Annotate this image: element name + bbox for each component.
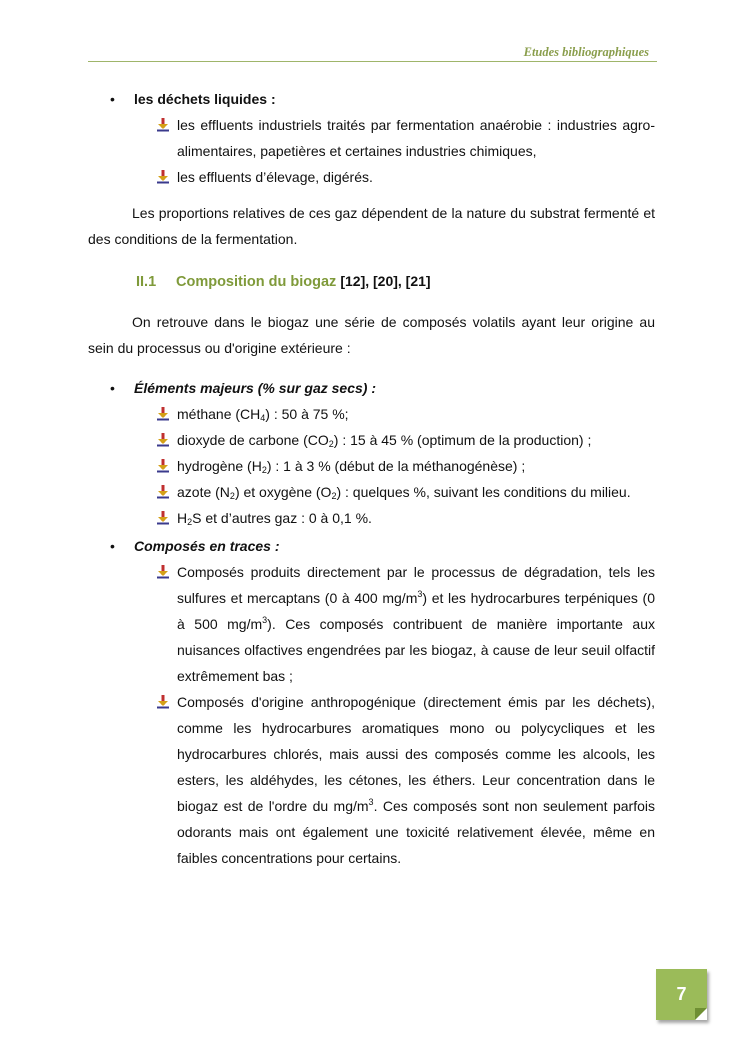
arrow-bullet-icon [156,695,170,709]
list-item-anthropogenic-compounds [88,689,655,871]
subscript: 2 [229,491,235,501]
section-title: Composition du biogaz [176,274,337,290]
text-part: ) et oxygène (O [234,484,332,500]
text-part: ) et les hydrocarbures terpéniques (0 à 500 mg/m [177,590,655,632]
paragraph: Les proportions relatives de ces gaz dépendent de la nature du substrat fermenté et des conditions de la fermentation. [88,205,655,247]
page-number-badge [656,969,707,1020]
subscript: 2 [331,491,337,501]
arrow-bullet-icon [156,565,170,579]
superscript: 3 [262,615,268,625]
list-item-h2 [88,453,655,479]
major-elements-label: Éléments majeurs (% sur gaz secs) : [134,380,376,396]
liquid-waste-list [88,112,655,190]
arrow-bullet-icon [156,485,170,499]
text-part: Composés d'origine anthropogénique (directement émis par les déchets), comme les hydrocarbures aromatiques mono ou polycycliques et les hydrocarbures chlorés, mais aussi des composés comme les alcools, les esters, les aldéhydes, les cétones, les éthers. Leur concentration dans le biogaz est de l'ordre du mg/m [177,694,655,814]
major-elements-list [88,401,655,531]
superscript: 3 [417,589,423,599]
text-part: Composés produits directement par le processus de dégradation, tels les sulfures et mercaptans (0 à 400 mg/m [177,564,655,606]
trace-compounds-label: Composés en traces : [134,538,280,554]
text-part: ) : 15 à 45 % (optimum de la production) ; [333,432,592,448]
arrow-bullet-icon [156,170,170,184]
bullet-dot-icon: • [110,91,115,107]
arrow-bullet-icon [156,407,170,421]
text-part: dioxyde de carbone (CO [177,432,329,448]
list-item [88,164,655,190]
header-title: Etudes bibliographiques [523,45,649,59]
trace-compounds-list [88,559,655,871]
page-header [88,42,657,62]
page-number: 7 [676,984,687,1004]
spacer [88,361,655,373]
section-number: II.1 [136,274,157,290]
bullet-trace-compounds [88,533,655,559]
text-part: ) : quelques %, suivant les conditions du milieu. [336,484,631,500]
list-item-n2-o2 [88,479,655,505]
arrow-bullet-icon [156,433,170,447]
subscript: 4 [260,413,266,423]
list-item [88,112,655,164]
text-part: azote (N [177,484,230,500]
superscript: 3 [368,797,374,807]
list-item-text: les effluents d’élevage, digérés. [177,169,373,185]
bullet-dot-icon: • [110,538,115,554]
section-heading [136,268,655,295]
spacer [88,190,655,200]
bullet-liquid-waste [88,86,655,112]
document-body [88,84,655,871]
arrow-bullet-icon [156,118,170,132]
list-item-text: les effluents industriels traités par fermentation anaérobie : industries agro-alimentaires, papetières et certaines industries chimiques, [177,117,655,159]
subscript: 2 [328,439,334,449]
text-part: méthane (CH [177,406,261,422]
list-item-co2 [88,427,655,453]
bullet-dot-icon: • [110,380,115,396]
text-part: hydrogène (H [177,458,262,474]
liquid-waste-label: les déchets liquides : [134,91,276,107]
text-part: . Ces composés sont non seulement parfois odorants mais ont également une toxicité relativement élevée, même en faibles concentrations pour certains. [177,798,655,866]
list-item-h2s [88,505,655,531]
text-part: ) : 1 à 3 % (début de la méthanogénèse) ; [266,458,526,474]
subscript: 2 [261,465,267,475]
text-part: ). Ces composés contribuent de manière importante aux nuisances olfactives engendrées par les biogaz, à cause de leur seuil olfactif extrêmement bas ; [177,616,655,684]
text-part: ) : 50 à 75 %; [265,406,349,422]
list-item-degradation-compounds [88,559,655,689]
list-item-methane [88,401,655,427]
text-part: H [177,510,188,526]
subscript: 2 [187,517,193,527]
bullet-major-elements [88,375,655,401]
section-references: [12], [20], [21] [340,273,431,289]
text-part: S et d’autres gaz : 0 à 0,1 %. [192,510,372,526]
arrow-bullet-icon [156,511,170,525]
arrow-bullet-icon [156,459,170,473]
paragraph: On retrouve dans le biogaz une série de composés volatils ayant leur origine au sein du processus ou d'origine extérieure : [88,314,655,356]
